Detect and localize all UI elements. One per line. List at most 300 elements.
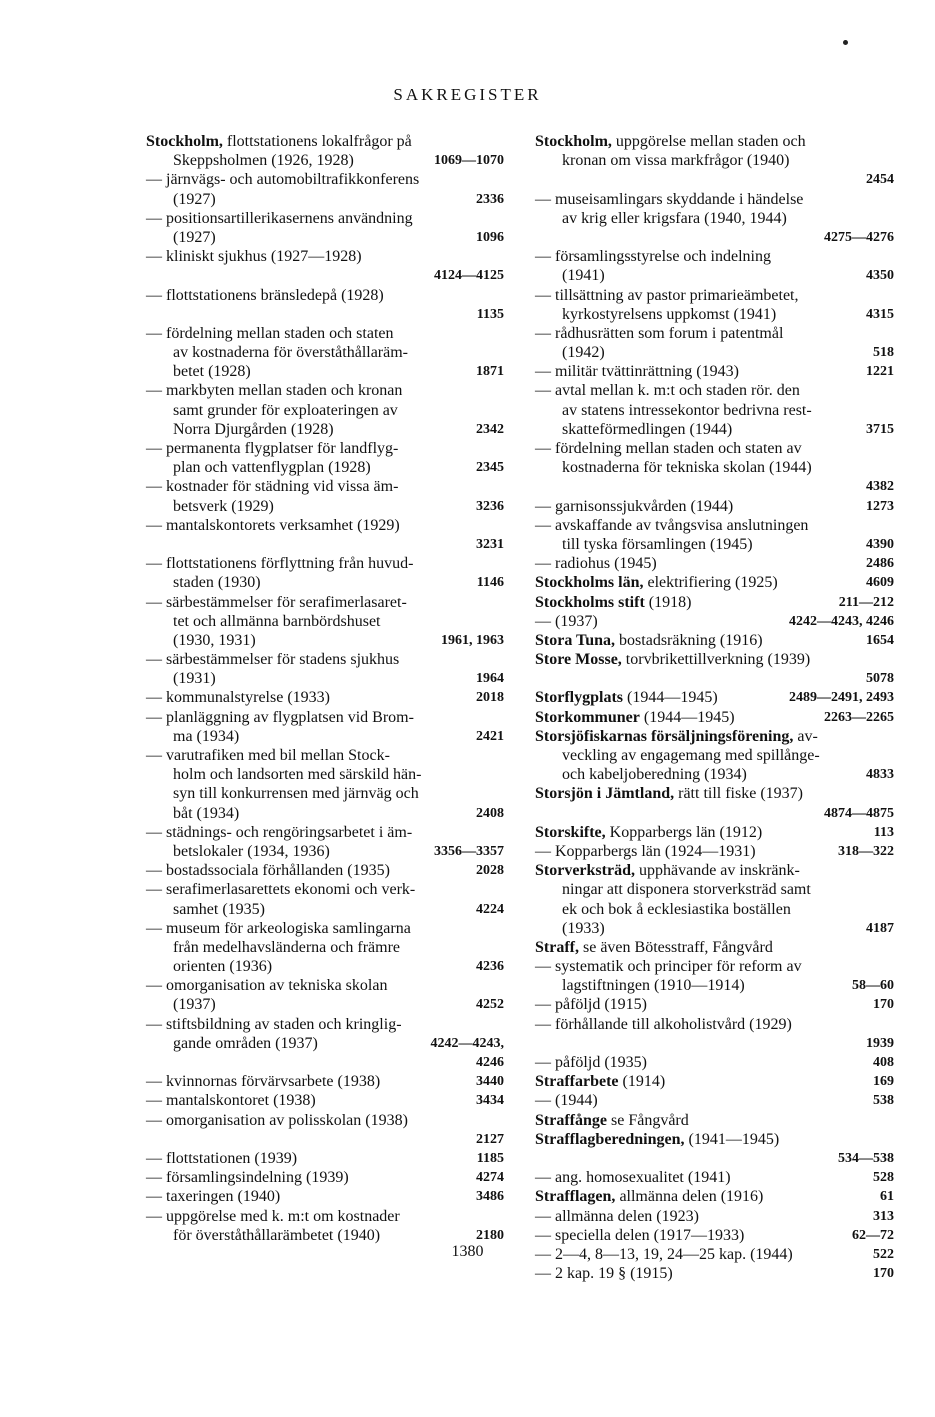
index-text: (1933) bbox=[562, 919, 605, 937]
index-text: av statens intressekontor bedrivna rest- bbox=[562, 401, 812, 419]
page-reference: 4187 bbox=[866, 920, 894, 936]
index-line bbox=[535, 593, 894, 612]
repeat-dash: — bbox=[535, 1169, 551, 1187]
index-text: 2 kap. 19 § (1915) bbox=[555, 1265, 673, 1283]
index-line bbox=[146, 439, 504, 458]
page-reference: 169 bbox=[873, 1074, 894, 1090]
index-line bbox=[535, 900, 894, 919]
index-line bbox=[146, 477, 504, 496]
index-line bbox=[146, 650, 504, 669]
page-reference: 4252 bbox=[476, 997, 504, 1013]
index-line bbox=[535, 190, 894, 209]
index-text: flottstationens förflyttning från huvud- bbox=[166, 555, 414, 573]
repeat-dash: — bbox=[146, 1207, 162, 1225]
repeat-dash: — bbox=[535, 440, 551, 457]
index-text: av- bbox=[793, 727, 818, 745]
index-text: järnvägs- och automobiltrafikkonferens bbox=[166, 171, 420, 189]
index-text: betslokaler (1934, 1936) bbox=[173, 842, 330, 860]
index-text: Kopparbergs län (1924—1931) bbox=[555, 842, 756, 860]
index-heading: Straffånge bbox=[535, 1111, 607, 1129]
page-reference: 1069—1070 bbox=[434, 153, 504, 169]
index-line bbox=[146, 919, 504, 938]
repeat-dash: — bbox=[535, 1245, 551, 1263]
index-text: tillsättning av pastor primarieämbetet, bbox=[555, 286, 799, 304]
index-text: omorganisation av tekniska skolan bbox=[166, 977, 388, 995]
repeat-dash: — bbox=[146, 823, 162, 841]
index-line bbox=[146, 535, 504, 554]
index-text: ningar att disponera storverksträd samt bbox=[562, 881, 811, 899]
index-text: (1941) bbox=[562, 267, 605, 285]
repeat-dash: — bbox=[146, 862, 162, 880]
page-reference: 1964 bbox=[476, 671, 504, 687]
index-text: (1937) bbox=[555, 612, 598, 630]
index-text: syn till konkurrensen med järnväg och bbox=[173, 785, 419, 803]
index-line bbox=[535, 688, 894, 707]
index-heading: Straffarbete bbox=[535, 1073, 619, 1091]
index-line bbox=[146, 420, 504, 439]
index-text: tet och allmänna barnbördshuset bbox=[173, 612, 381, 630]
index-line bbox=[535, 861, 894, 880]
index-text: stiftsbildning av staden och kringlig- bbox=[166, 1015, 402, 1033]
repeat-dash: — bbox=[535, 286, 551, 304]
index-line bbox=[146, 1130, 504, 1149]
index-text: kommunalstyrelse (1933) bbox=[166, 689, 330, 707]
repeat-dash: — bbox=[146, 1092, 162, 1110]
index-text: flottstationens bränsledepå (1928) bbox=[166, 286, 384, 304]
page-reference: 2263—2265 bbox=[824, 709, 894, 725]
index-line bbox=[535, 497, 894, 516]
index-text: taxeringen (1940) bbox=[166, 1188, 281, 1206]
repeat-dash: — bbox=[535, 248, 551, 266]
repeat-dash: — bbox=[535, 516, 551, 534]
index-line bbox=[146, 1111, 504, 1130]
index-text: förhållande till alkoholistvård (1929) bbox=[555, 1015, 792, 1033]
index-line bbox=[535, 228, 894, 247]
index-text: (1930, 1931) bbox=[173, 631, 256, 649]
index-text: flottstationen (1939) bbox=[166, 1149, 298, 1167]
index-line bbox=[535, 362, 894, 381]
page-reference: 1961, 1963 bbox=[441, 632, 504, 648]
index-line bbox=[146, 612, 504, 631]
index-line bbox=[146, 727, 504, 746]
index-text: rätt till fiske (1937) bbox=[674, 785, 803, 803]
index-text: Kopparbergs län (1912) bbox=[605, 823, 763, 841]
repeat-dash: — bbox=[146, 171, 162, 189]
index-line bbox=[535, 650, 894, 669]
index-text: Skeppsholmen (1926, 1928) bbox=[173, 152, 354, 170]
repeat-dash: — bbox=[535, 1015, 551, 1033]
index-line bbox=[535, 631, 894, 650]
repeat-dash: — bbox=[535, 996, 551, 1014]
index-text: (1942) bbox=[562, 344, 605, 362]
index-line bbox=[535, 765, 894, 784]
index-text: mantalskontorets verksamhet (1929) bbox=[166, 516, 400, 534]
page-reference: 4236 bbox=[476, 959, 504, 975]
page-reference: 4874—4875 bbox=[824, 805, 894, 821]
index-line bbox=[535, 554, 894, 573]
page-reference: 534—538 bbox=[838, 1150, 894, 1166]
index-text: lagstiftningen (1910—1914) bbox=[562, 977, 745, 995]
index-text: orienten (1936) bbox=[173, 958, 273, 976]
index-text: kvinnornas förvärvsarbete (1938) bbox=[166, 1073, 381, 1091]
index-text: elektrifiering (1925) bbox=[643, 574, 778, 592]
page-reference: 4275—4276 bbox=[824, 229, 894, 245]
page-reference: 1939 bbox=[866, 1035, 894, 1051]
index-text: markbyten mellan staden och kronan bbox=[166, 382, 403, 400]
index-line bbox=[535, 804, 894, 823]
index-text: speciella delen (1917—1933) bbox=[555, 1226, 745, 1244]
index-line bbox=[146, 573, 504, 592]
index-text: (1941—1945) bbox=[684, 1130, 780, 1148]
page-reference: 4124—4125 bbox=[434, 268, 504, 284]
repeat-dash: — bbox=[146, 516, 162, 534]
index-text: radiohus (1945) bbox=[555, 555, 657, 573]
index-line bbox=[535, 1072, 894, 1091]
repeat-dash: — bbox=[535, 842, 551, 860]
repeat-dash: — bbox=[535, 497, 551, 515]
index-line bbox=[535, 746, 894, 765]
repeat-dash: — bbox=[146, 286, 162, 304]
repeat-dash: — bbox=[535, 1092, 551, 1110]
repeat-dash: — bbox=[535, 612, 551, 630]
page-reference: 4224 bbox=[476, 901, 504, 917]
index-line bbox=[535, 842, 894, 861]
page-reference: 4382 bbox=[866, 479, 894, 495]
index-line bbox=[535, 919, 894, 938]
repeat-dash: — bbox=[535, 1226, 551, 1244]
page-number: 1380 bbox=[451, 1243, 484, 1260]
index-line bbox=[535, 286, 894, 305]
repeat-dash: — bbox=[535, 382, 551, 400]
page-reference: 2486 bbox=[866, 556, 894, 572]
index-text: ang. homosexualitet (1941) bbox=[555, 1169, 731, 1187]
index-text: avskaffande av tvångsvisa anslutningen bbox=[555, 516, 809, 534]
repeat-dash: — bbox=[146, 1015, 162, 1033]
index-text: serafimerlasarettets ekonomi och verk- bbox=[166, 881, 416, 899]
index-text: påföljd (1935) bbox=[555, 1054, 647, 1071]
index-line bbox=[535, 381, 894, 400]
page-reference: 2028 bbox=[476, 863, 504, 879]
repeat-dash: — bbox=[146, 248, 162, 266]
index-text: upphävande av inskränk- bbox=[634, 862, 800, 880]
index-text: samt grunder för exploateringen av bbox=[173, 401, 398, 419]
page-reference: 1273 bbox=[866, 498, 894, 514]
repeat-dash: — bbox=[146, 1073, 162, 1091]
index-line bbox=[146, 362, 504, 381]
index-text: staden (1930) bbox=[173, 574, 261, 592]
index-text: och kabeljoberedning (1934) bbox=[562, 766, 747, 784]
index-line bbox=[146, 900, 504, 919]
index-text: särbestämmelser för stadens sjukhus bbox=[166, 651, 400, 669]
index-line bbox=[535, 784, 894, 803]
index-line bbox=[146, 209, 504, 228]
index-line bbox=[146, 458, 504, 477]
index-heading: Stora Tuna, bbox=[535, 631, 616, 649]
page-reference: 58—60 bbox=[852, 978, 894, 994]
index-text: systematik och principer för reform av bbox=[555, 958, 802, 976]
index-text: kostnaderna för tekniska skolan (1944) bbox=[562, 459, 812, 477]
page-reference: 3356—3357 bbox=[434, 843, 504, 859]
index-text: planläggning av flygplatsen vid Brom- bbox=[166, 708, 414, 726]
page-reference: 408 bbox=[873, 1055, 894, 1070]
index-text: (1927) bbox=[173, 190, 216, 208]
page-reference: 1654 bbox=[866, 632, 894, 648]
page-reference: 2336 bbox=[476, 191, 504, 207]
index-line bbox=[146, 976, 504, 995]
index-line bbox=[146, 708, 504, 727]
page-reference: 2342 bbox=[476, 421, 504, 437]
index-line bbox=[146, 1187, 504, 1206]
index-text: ma (1934) bbox=[173, 727, 240, 745]
page-reference: 170 bbox=[873, 997, 894, 1013]
index-line bbox=[146, 804, 504, 823]
index-line bbox=[535, 516, 894, 535]
index-line bbox=[146, 190, 504, 209]
index-line bbox=[535, 170, 894, 189]
page-reference: 313 bbox=[873, 1208, 894, 1224]
index-line bbox=[146, 861, 504, 880]
index-text: holm och landsorten med särskild hän- bbox=[173, 766, 422, 784]
page-reference: 2454 bbox=[866, 172, 894, 188]
index-line bbox=[535, 305, 894, 324]
page-reference: 2345 bbox=[476, 460, 504, 476]
index-line bbox=[535, 535, 894, 554]
index-heading: Storsjön i Jämtland, bbox=[535, 785, 675, 803]
repeat-dash: — bbox=[535, 1265, 551, 1283]
index-text: torvbrikettillverkning (1939) bbox=[621, 651, 811, 669]
index-text: påföljd (1915) bbox=[555, 996, 647, 1014]
index-line bbox=[535, 1264, 894, 1283]
page-reference: 1221 bbox=[866, 364, 894, 380]
index-line bbox=[535, 1015, 894, 1034]
page-reference: 538 bbox=[873, 1093, 894, 1109]
repeat-dash: — bbox=[535, 363, 551, 381]
index-line bbox=[535, 324, 894, 343]
repeat-dash: — bbox=[146, 747, 162, 764]
index-heading: Storflygplats bbox=[535, 689, 623, 707]
index-line bbox=[535, 1168, 894, 1187]
index-line bbox=[146, 1034, 504, 1053]
index-text: av krig eller krigsfara (1940, 1944) bbox=[562, 209, 787, 227]
index-line bbox=[535, 151, 894, 170]
index-line bbox=[146, 132, 504, 151]
page-header: SAKREGISTER bbox=[393, 85, 542, 104]
index-text: garnisonssjukvården (1944) bbox=[555, 497, 734, 515]
index-line bbox=[146, 631, 504, 650]
page-reference: 1185 bbox=[476, 1150, 504, 1166]
page-reference: 3440 bbox=[476, 1074, 504, 1090]
index-line bbox=[146, 170, 504, 189]
repeat-dash: — bbox=[146, 440, 162, 457]
index-text: församlingsstyrelse och indelning bbox=[555, 248, 771, 266]
index-text: skatteförmedlingen (1944) bbox=[562, 420, 733, 438]
index-line bbox=[146, 247, 504, 266]
index-line bbox=[535, 708, 894, 727]
index-text: avtal mellan k. m:t och staden rör. den bbox=[555, 382, 800, 400]
index-heading: Straff, bbox=[535, 938, 579, 956]
index-line bbox=[535, 1149, 894, 1168]
index-line bbox=[146, 938, 504, 957]
page-reference: 4609 bbox=[866, 575, 894, 591]
index-heading: Stockholm, bbox=[535, 133, 612, 150]
index-line bbox=[535, 957, 894, 976]
repeat-dash: — bbox=[146, 1149, 162, 1167]
page-reference: 1096 bbox=[476, 229, 504, 245]
index-line bbox=[535, 1053, 894, 1072]
repeat-dash: — bbox=[146, 977, 162, 995]
page-reference: 4350 bbox=[866, 268, 894, 284]
page-reference: 62—72 bbox=[852, 1227, 894, 1243]
page-reference: 4390 bbox=[866, 536, 894, 552]
repeat-dash: — bbox=[146, 478, 162, 496]
index-line bbox=[146, 1053, 504, 1072]
page-reference: 4315 bbox=[866, 306, 894, 322]
repeat-dash: — bbox=[535, 324, 551, 342]
index-line bbox=[146, 286, 504, 305]
index-text: (1918) bbox=[644, 593, 692, 611]
index-line bbox=[146, 228, 504, 247]
index-text: (1937) bbox=[173, 996, 216, 1014]
index-line bbox=[146, 305, 504, 324]
index-line bbox=[146, 823, 504, 842]
index-text: (1931) bbox=[173, 670, 216, 688]
index-line bbox=[535, 669, 894, 688]
index-line bbox=[146, 593, 504, 612]
page-reference: 318—322 bbox=[838, 843, 894, 859]
index-text: Norra Djurgården (1928) bbox=[173, 420, 334, 438]
index-column-right bbox=[535, 132, 894, 1283]
index-line bbox=[535, 209, 894, 228]
repeat-dash: — bbox=[146, 382, 162, 400]
index-line bbox=[535, 1034, 894, 1053]
index-line bbox=[146, 880, 504, 899]
index-text: rådhusrätten som forum i patentmål bbox=[555, 324, 784, 342]
index-line bbox=[146, 746, 504, 765]
index-line bbox=[146, 1168, 504, 1187]
index-text: omorganisation av polisskolan (1938) bbox=[166, 1111, 408, 1129]
page-reference: 528 bbox=[873, 1170, 894, 1186]
index-text: allmänna delen (1923) bbox=[555, 1207, 699, 1225]
index-line bbox=[535, 401, 894, 420]
index-line bbox=[535, 1111, 894, 1130]
index-text: (1944—1945) bbox=[639, 708, 735, 726]
index-line bbox=[146, 516, 504, 535]
index-text: från medelhavsländerna och främre bbox=[173, 938, 400, 956]
index-text: kliniskt sjukhus (1927—1928) bbox=[166, 248, 362, 266]
index-text: varutrafiken med bil mellan Stock- bbox=[166, 747, 390, 764]
page-reference: 4833 bbox=[866, 767, 894, 783]
page-reference: 211—212 bbox=[838, 594, 894, 610]
index-line bbox=[146, 324, 504, 343]
page-reference: 2421 bbox=[476, 728, 504, 744]
page-reference: 4274 bbox=[476, 1170, 504, 1186]
index-text: (1914) bbox=[618, 1073, 666, 1091]
page-reference: 1146 bbox=[476, 575, 504, 591]
index-line bbox=[146, 842, 504, 861]
index-line bbox=[535, 976, 894, 995]
index-text: museum för arkeologiska samlingarna bbox=[166, 919, 411, 937]
index-text: kyrkostyrelsens uppkomst (1941) bbox=[562, 305, 777, 323]
repeat-dash: — bbox=[146, 324, 162, 342]
page-reference: 2489—2491, 2493 bbox=[789, 690, 894, 706]
index-text: till tyska församlingen (1945) bbox=[562, 535, 753, 553]
index-heading: Storkommuner bbox=[535, 708, 640, 726]
index-heading: Storskifte, bbox=[535, 823, 606, 841]
page-reference: 170 bbox=[873, 1266, 894, 1282]
repeat-dash: — bbox=[146, 1111, 162, 1129]
page-reference: 4246 bbox=[476, 1055, 504, 1070]
index-text: kostnader för städning vid vissa äm- bbox=[166, 478, 399, 496]
page-mark-dot bbox=[843, 40, 848, 45]
page-reference: 2180 bbox=[476, 1227, 504, 1243]
page-reference: 1135 bbox=[476, 306, 504, 322]
repeat-dash: — bbox=[146, 555, 162, 573]
page-reference: 3715 bbox=[866, 421, 894, 437]
index-text: uppgörelse med k. m:t om kostnader bbox=[166, 1207, 400, 1225]
index-text: samhet (1935) bbox=[173, 900, 265, 918]
repeat-dash: — bbox=[146, 881, 162, 899]
index-text: 2—4, 8—13, 19, 24—25 kap. (1944) bbox=[555, 1245, 793, 1263]
page-reference: 522 bbox=[873, 1246, 894, 1262]
index-line bbox=[146, 784, 504, 803]
index-text: se även Bötesstraff, Fångvård bbox=[578, 938, 773, 956]
index-line bbox=[146, 554, 504, 573]
index-text: (1944) bbox=[555, 1092, 598, 1110]
index-line bbox=[146, 381, 504, 400]
index-line bbox=[146, 957, 504, 976]
repeat-dash: — bbox=[146, 209, 162, 227]
index-text: särbestämmelser för serafimerlasaret- bbox=[166, 593, 407, 611]
index-text: veckling av engagemang med spillånge- bbox=[562, 747, 820, 764]
index-heading: Stockholms stift bbox=[535, 593, 645, 611]
index-line bbox=[535, 1187, 894, 1206]
page-reference: 2408 bbox=[476, 805, 504, 821]
index-line bbox=[535, 727, 894, 746]
index-line bbox=[146, 343, 504, 362]
index-text: bostadssociala förhållanden (1935) bbox=[166, 862, 390, 880]
index-line bbox=[535, 477, 894, 496]
page-reference: 2018 bbox=[476, 690, 504, 706]
index-text: bostadsräkning (1916) bbox=[615, 631, 763, 649]
index-text: fördelning mellan staden och staten av bbox=[555, 440, 802, 457]
index-line bbox=[535, 458, 894, 477]
repeat-dash: — bbox=[146, 651, 162, 669]
index-heading: Strafflagberedningen, bbox=[535, 1130, 685, 1148]
page-reference: 3486 bbox=[476, 1189, 504, 1205]
index-line bbox=[146, 401, 504, 420]
index-line bbox=[535, 1207, 894, 1226]
index-text: församlingsindelning (1939) bbox=[166, 1169, 349, 1187]
repeat-dash: — bbox=[535, 958, 551, 976]
index-heading: Stockholms län, bbox=[535, 574, 644, 592]
index-line bbox=[146, 669, 504, 688]
index-line bbox=[535, 439, 894, 458]
index-text: betsverk (1929) bbox=[173, 497, 274, 515]
index-line bbox=[535, 420, 894, 439]
index-text: båt (1934) bbox=[173, 804, 240, 822]
index-text: städnings- och rengöringsarbetet i äm- bbox=[166, 823, 413, 841]
index-text: uppgörelse mellan staden och bbox=[611, 133, 806, 150]
index-line bbox=[146, 995, 504, 1014]
page-reference: 3434 bbox=[476, 1093, 504, 1109]
index-text: flottstationens lokalfrågor på bbox=[222, 133, 412, 150]
index-heading: Strafflagen, bbox=[535, 1188, 616, 1206]
index-line bbox=[535, 1091, 894, 1110]
index-line bbox=[535, 573, 894, 592]
index-line bbox=[535, 266, 894, 285]
index-text: permanenta flygplatser för landflyg- bbox=[166, 440, 399, 457]
index-line bbox=[146, 151, 504, 170]
